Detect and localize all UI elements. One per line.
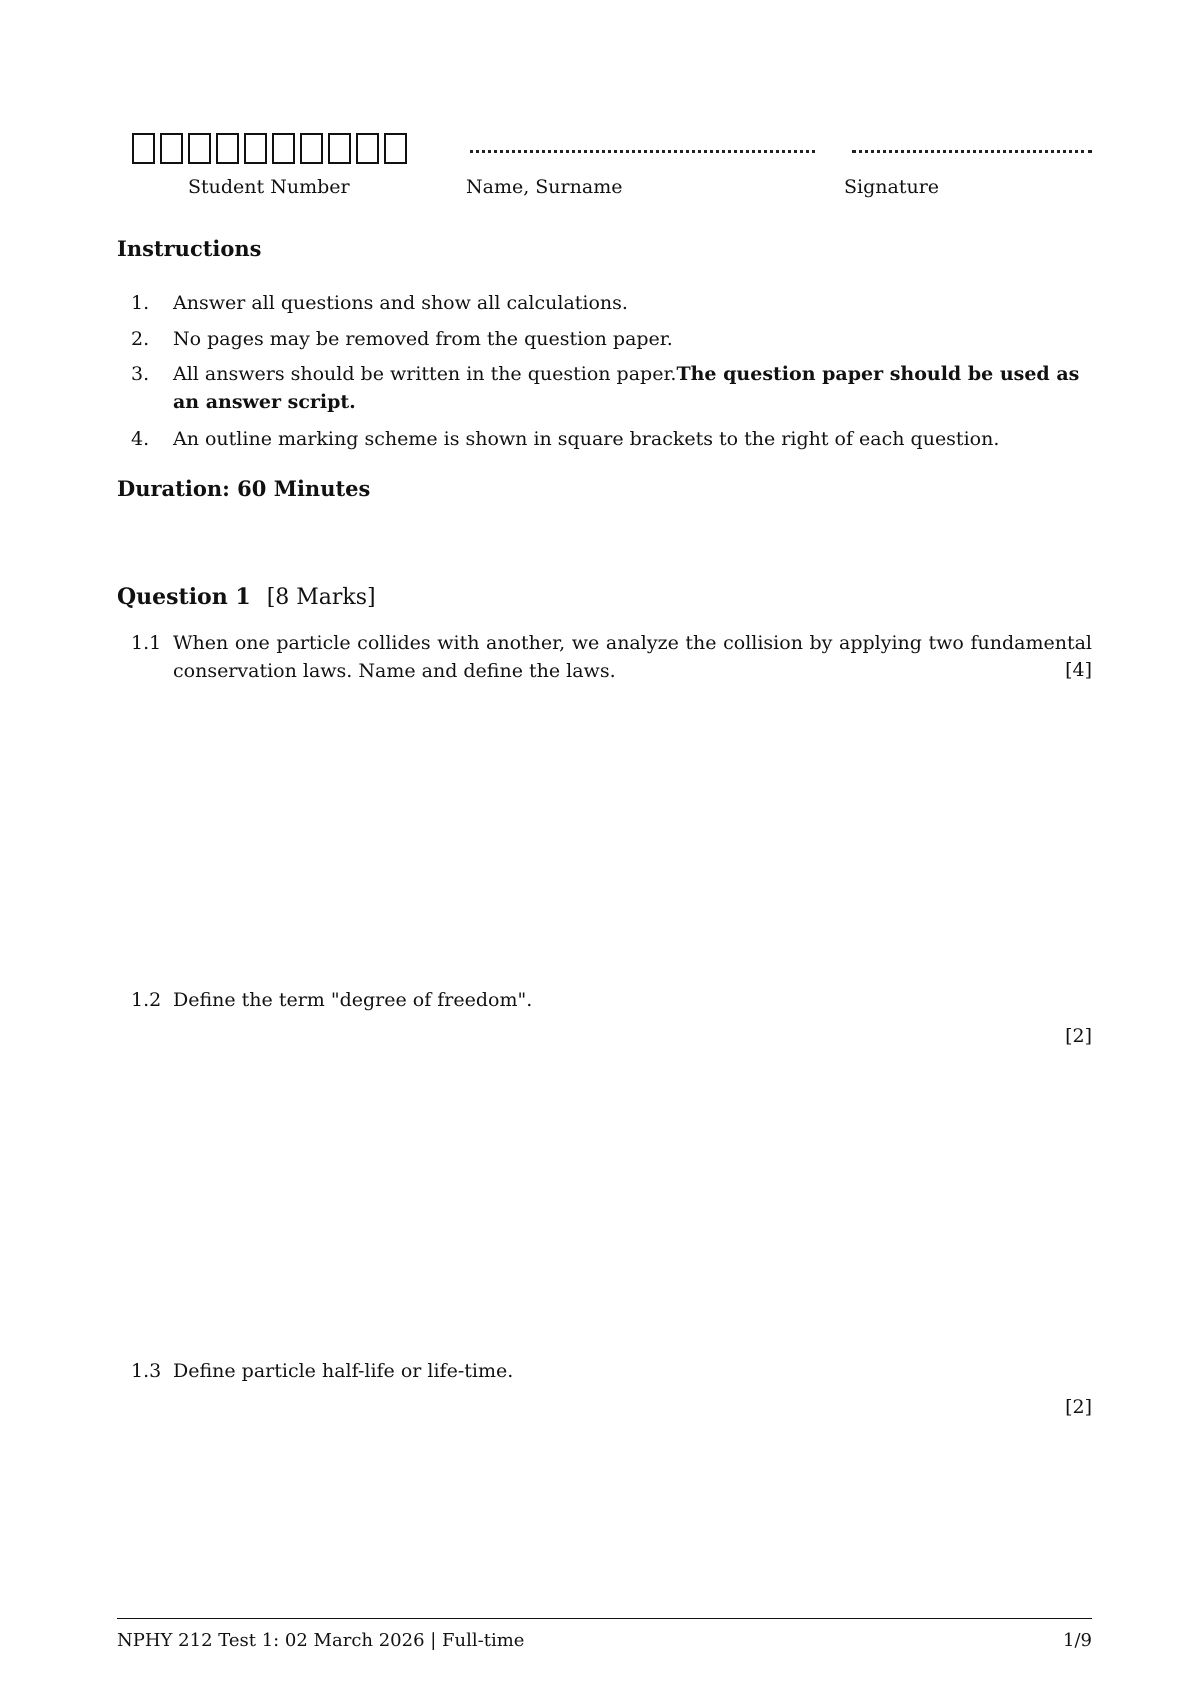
subquestion-number: 1.3 bbox=[131, 1360, 162, 1382]
signature-label: Signature bbox=[844, 176, 940, 198]
subquestion-mark: [2] bbox=[1065, 1025, 1092, 1047]
instruction-number: 1. bbox=[131, 292, 150, 314]
instruction-number: 4. bbox=[131, 428, 150, 450]
subquestion-mark: [4] bbox=[1065, 659, 1092, 681]
subquestion-mark: [2] bbox=[1065, 1396, 1092, 1418]
footer-course-info: NPHY 212 Test 1: 02 March 2026 | Full-time bbox=[117, 1630, 525, 1651]
subquestion-text: Define particle half-life or life-time. bbox=[173, 1360, 514, 1382]
duration: Duration: 60 Minutes bbox=[117, 476, 371, 501]
student-number-box[interactable] bbox=[160, 133, 183, 164]
footer-divider bbox=[117, 1618, 1092, 1619]
subquestion-1-3 bbox=[131, 1357, 1092, 1385]
subquestion-text: Define the term "degree of freedom". bbox=[173, 989, 533, 1011]
name-surname-label: Name, Surname bbox=[466, 176, 623, 198]
instruction-item bbox=[131, 289, 1091, 317]
question-marks: [8 Marks] bbox=[266, 585, 376, 610]
student-number-box[interactable] bbox=[132, 133, 155, 164]
instruction-number: 2. bbox=[131, 328, 150, 350]
signature-line[interactable] bbox=[852, 150, 1092, 153]
instruction-text: No pages may be removed from the question paper. bbox=[173, 328, 673, 350]
student-number-box[interactable] bbox=[272, 133, 295, 164]
answer-space[interactable] bbox=[117, 1430, 1092, 1600]
answer-space[interactable] bbox=[117, 1060, 1092, 1350]
instruction-item bbox=[131, 425, 1091, 453]
instruction-item bbox=[131, 360, 1091, 416]
subquestion-1-1 bbox=[131, 629, 1092, 685]
subquestion-1-2 bbox=[131, 986, 1092, 1014]
student-number-label: Student Number bbox=[188, 176, 350, 198]
answer-space[interactable] bbox=[117, 700, 1092, 970]
question-title bbox=[117, 584, 376, 610]
student-number-box[interactable] bbox=[384, 133, 407, 164]
subquestion-number: 1.1 bbox=[131, 632, 162, 654]
student-number-boxes[interactable] bbox=[132, 133, 407, 164]
instruction-text: Answer all questions and show all calculations. bbox=[173, 292, 628, 314]
instruction-text: An outline marking scheme is shown in square brackets to the right of each question. bbox=[173, 428, 1000, 450]
instruction-item bbox=[131, 325, 1091, 353]
student-number-box[interactable] bbox=[188, 133, 211, 164]
page-number: 1/9 bbox=[1063, 1630, 1092, 1651]
name-surname-line[interactable] bbox=[470, 150, 815, 153]
student-number-box[interactable] bbox=[244, 133, 267, 164]
subquestion-text: When one particle collides with another, we analyze the collision by applying two fundamental conservation laws. Name and define the laws. bbox=[173, 632, 1092, 682]
subquestion-number: 1.2 bbox=[131, 989, 162, 1011]
instruction-number: 3. bbox=[131, 363, 150, 385]
student-number-box[interactable] bbox=[300, 133, 323, 164]
student-number-box[interactable] bbox=[356, 133, 379, 164]
instruction-text: All answers should be written in the question paper. bbox=[173, 363, 677, 385]
instruction-emphasis: The question paper should be used as an answer script. bbox=[173, 363, 1080, 413]
question-title-text: Question 1 bbox=[117, 584, 251, 610]
student-number-box[interactable] bbox=[328, 133, 351, 164]
student-number-box[interactable] bbox=[216, 133, 239, 164]
instructions-heading: Instructions bbox=[117, 236, 262, 261]
